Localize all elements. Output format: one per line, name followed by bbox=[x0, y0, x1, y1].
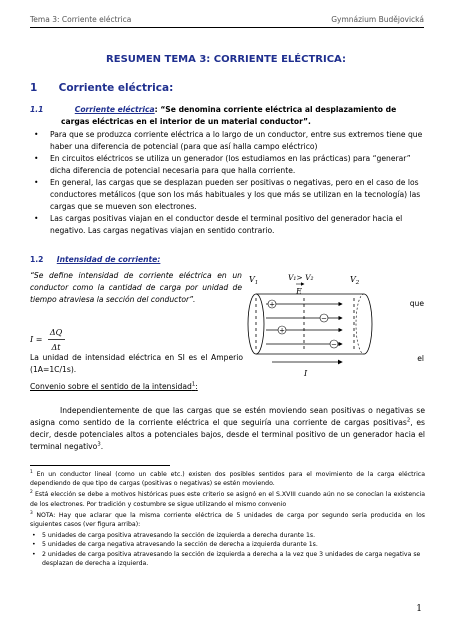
convention-paragraph-b: , es decir, desde potenciales altos a potenciales bajos, desde el terminal positivo de un generador hacia el terminal negativo bbox=[30, 418, 425, 451]
section-1-title: Corriente eléctrica: bbox=[58, 82, 174, 94]
footnote-3-list bbox=[30, 531, 425, 568]
convention-paragraph-a: Independientemente de que las cargas que se estén moviendo sean positivas o negativas se asigna como sentido de la corriente eléctrica el que seguiría una corriente de cargas positivas bbox=[30, 406, 425, 427]
convention-paragraph-c: . bbox=[100, 442, 104, 451]
footnote-list-item: • 5 unidades de carga negativa atravesando la sección de derecha a izquierda durante 1s. bbox=[30, 540, 425, 549]
bullet-list bbox=[34, 129, 426, 237]
unit-paragraph: La unidad de intensidad eléctrica en SI es el Amperio (1A=1C/1s). bbox=[30, 353, 243, 374]
footnotes bbox=[30, 470, 425, 568]
formula-numerator: ΔQ bbox=[49, 328, 63, 337]
header-right: Gymnázium Budějovická bbox=[331, 15, 424, 24]
convention-paragraph bbox=[30, 405, 425, 453]
cylinder-right-end bbox=[364, 294, 372, 354]
footnote-list-item: • 5 unidades de carga positiva atravesando la sección de izquierda a derecha durante 1s. bbox=[30, 531, 425, 540]
bullet-item: • En circuitos eléctricos se utiliza un generador (los estudiamos en las prácticas) para “generar” dicha diferencia de potencial necesaria para que halla corriente. bbox=[34, 153, 426, 177]
convention-colon: : bbox=[195, 382, 198, 391]
bullet-item: • Para que se produzca corriente eléctrica a lo largo de un conductor, entre sus extremos tiene que haber una diferencia de potencial (para que así halla campo eléctrico) bbox=[34, 129, 426, 153]
conductor-diagram bbox=[242, 268, 392, 378]
label-v1: $V_1$ bbox=[249, 275, 259, 286]
intensity-formula bbox=[30, 322, 70, 356]
formula-lhs: I = bbox=[30, 335, 43, 344]
subsection-1-2 bbox=[30, 255, 160, 264]
label-current: I bbox=[304, 369, 308, 378]
positive-charge bbox=[278, 326, 286, 335]
label-field: E bbox=[296, 287, 302, 296]
subsection-1-2-label: Intensidad de corriente: bbox=[56, 255, 161, 264]
svg-text:−: − bbox=[321, 314, 327, 323]
negative-charge bbox=[330, 340, 338, 349]
footnote-list-item: • 2 unidades de carga positiva atravesando la sección de izquierda a derecha a la vez que 3 unidades de carga negativa se desplazan de derecha a izquierda. bbox=[30, 550, 425, 568]
orphan-word-el: el bbox=[417, 354, 424, 363]
subsection-1-1-text-b: cargas eléctricas en el interior de un material conductor”. bbox=[61, 117, 311, 126]
section-1-number: 1 bbox=[30, 82, 38, 94]
convention-text: Convenio sobre el sentido de la intensidad bbox=[30, 382, 192, 391]
page-title: RESUMEN TEMA 3: CORRIENTE ELÉCTRICA: bbox=[106, 54, 346, 65]
subsection-1-1-label: Corriente eléctrica bbox=[74, 105, 155, 114]
svg-text:−: − bbox=[331, 340, 337, 349]
footnote-separator bbox=[30, 465, 170, 466]
svg-text:+: + bbox=[279, 326, 285, 335]
cylinder-right-end-hidden bbox=[356, 294, 364, 354]
bullet-item: • En general, las cargas que se desplazan pueden ser positivas o negativas, pero en el caso de los conductores metálicos (que son los más habituales y los que más se utilizan en la tecnología) las cargas que se mueven son electrones. bbox=[34, 177, 426, 213]
negative-charge bbox=[320, 314, 328, 323]
subsection-1-2-number: 1.2 bbox=[30, 255, 44, 264]
header-left: Tema 3: Corriente eléctrica bbox=[30, 15, 132, 24]
subsection-1-1 bbox=[30, 104, 425, 128]
footnote-1: $^1$ En un conductor lineal (como un cable etc.) existen dos posibles sentidos para el movimiento de la carga eléctrica dependiendo de que tipo de cargas (positivas o negativas) se estén moviendo. bbox=[30, 469, 425, 488]
positive-charge bbox=[268, 300, 276, 309]
section-1-heading bbox=[30, 82, 173, 94]
footnote-3: $^3$ NOTA: Hay que aclarar que la misma corriente eléctrica de 5 unidades de carga por segundo sería producida en los siguientes casos (ver figura arriba): bbox=[30, 510, 425, 529]
label-v2: $V_2$ bbox=[350, 275, 360, 286]
footnote-ref-3: 3 bbox=[97, 441, 101, 448]
header-rule bbox=[30, 27, 424, 28]
label-potential-condition: V₁> V₂ bbox=[288, 273, 314, 282]
footnote-ref-1: 1 bbox=[191, 381, 196, 388]
footnote-ref-2: 2 bbox=[406, 417, 411, 424]
definition-quote: “Se define intensidad de corriente eléctrica en un conductor como la cantidad de carga por unidad de tiempo atraviesa la sección del conductor”. bbox=[30, 271, 242, 304]
convention-heading bbox=[30, 381, 243, 393]
bullet-item: • Las cargas positivas viajan en el conductor desde el terminal positivo del generador hacia el negativo. Las cargas negativas viajan en sentido contrario. bbox=[34, 213, 426, 237]
svg-text:+: + bbox=[269, 300, 275, 309]
orphan-word-que: que bbox=[409, 299, 424, 308]
formula-denominator: Δt bbox=[51, 343, 61, 352]
footnote-2: $^2$ Está elección se debe a motivos históricas pues este criterio se asignó en el S.XVIII cuando aún no se conocían la existencia de los electrones. Por tradición y costumbre se sigue utilizando el mismo convenio bbox=[30, 490, 425, 508]
subsection-1-1-text-a: : “Se denomina corriente eléctrica al desplazamiento de bbox=[154, 105, 397, 114]
subsection-1-1-number: 1.1 bbox=[30, 105, 44, 114]
page-number: 1 bbox=[416, 604, 422, 614]
